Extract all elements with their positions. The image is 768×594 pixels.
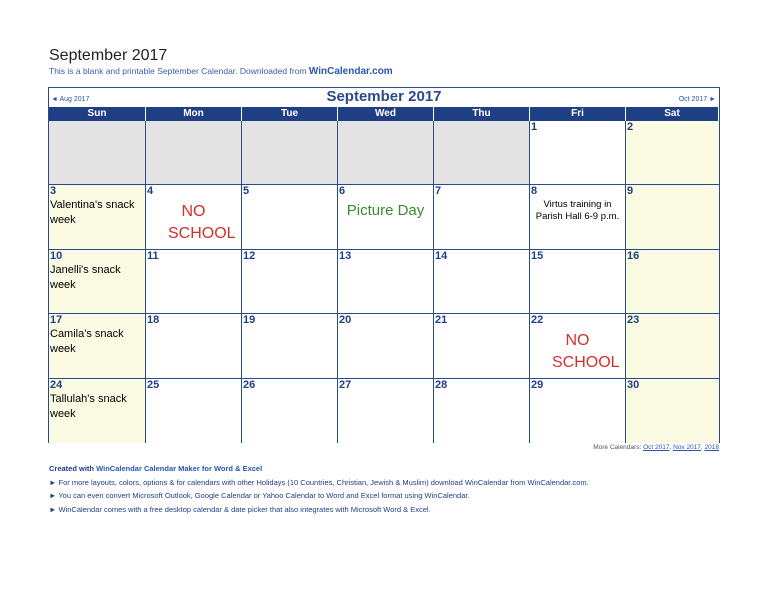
day-number: 6 [339,185,346,198]
weekday-wed: Wed [338,107,434,121]
empty-day-cell [49,121,146,185]
day-number: 11 [147,249,159,262]
day-cell-26[interactable] [242,379,338,443]
weekday-header-row [49,107,719,121]
weekday-mon: Mon [146,107,242,121]
footer-line-desktop: ► WinCalendar comes with a free desktop calendar & date picker that also integrates with Microsoft Word & Excel. [49,504,431,514]
day-cell-18[interactable] [146,314,242,378]
day-number: 13 [339,249,352,262]
weekday-thu: Thu [434,107,530,121]
day-number: 5 [243,185,250,198]
day-cell-15[interactable] [530,250,626,314]
empty-day-cell [146,121,242,185]
day-number: 16 [627,249,640,262]
day-number: 15 [531,249,544,262]
day-number: 18 [147,314,160,327]
day-number: 1 [531,121,538,133]
no-school-note: NO SCHOOL [552,332,620,372]
day-cell-20[interactable] [338,314,434,378]
snack-week-note: Tallulah's snack week [50,392,127,420]
footer-line-created [49,462,739,476]
day-number: 9 [627,185,634,198]
next-month-link[interactable]: Oct 2017 ► [678,96,716,103]
day-cell-25[interactable] [146,379,242,443]
day-cell-10[interactable] [49,250,146,314]
day-cell-4[interactable] [146,185,242,249]
footer-maker-link[interactable]: WinCalendar Calendar Maker for Word & Excel [96,464,263,473]
more-calendars-label: More Calendars: [593,444,644,451]
day-number: 21 [435,314,448,327]
day-cell-14[interactable] [434,250,530,314]
day-number: 28 [435,378,448,391]
day-number: 27 [339,378,352,391]
footer-line-convert: ► You can even convert Microsoft Outlook, Google Calendar or Yahoo Calendar to Word and Excel format using WinCalendar. [49,491,470,500]
snack-week-note: Camila's snack week [50,328,124,356]
day-number: 17 [50,314,63,327]
day-number: 24 [50,378,63,391]
day-number: 4 [147,185,154,198]
day-cell-13[interactable] [338,250,434,314]
empty-day-cell [434,121,530,185]
day-number: 25 [147,378,160,391]
day-cell-23[interactable] [626,314,719,378]
no-school-note: NO SCHOOL [168,203,236,243]
day-cell-29[interactable] [530,379,626,443]
page-title: September 2017 [49,47,168,64]
calendar-grid [48,87,720,443]
day-cell-17[interactable] [49,314,146,378]
prev-month-link[interactable]: ◄ Aug 2017 [51,96,90,103]
day-number: 10 [50,249,63,262]
day-cell-30[interactable] [626,379,719,443]
day-number: 7 [435,185,442,198]
day-cell-9[interactable] [626,185,719,249]
day-cell-19[interactable] [242,314,338,378]
day-cell-16[interactable] [626,250,719,314]
day-number: 19 [243,314,256,327]
day-number: 23 [627,314,640,327]
snack-week-note: Valentina's snack week [50,199,135,227]
empty-day-cell [338,121,434,185]
day-cell-1[interactable] [530,121,626,185]
weekday-fri: Fri [530,107,626,121]
more-calendars: More Calendars: Oct 2017, Nov 2017, 2018 [593,444,719,451]
event-note: Virtus training in Parish Hall 6-9 p.m. [535,199,620,223]
day-cell-2[interactable] [626,121,719,185]
day-number: 3 [50,185,57,198]
footer-created-prefix: Created with [49,464,97,473]
more-link-oct-2017[interactable]: Oct 2017 [643,444,670,451]
day-number: 8 [531,185,538,198]
day-cell-5[interactable] [242,185,338,249]
snack-week-note: Janelli's snack week [50,263,121,291]
subtitle-text: This is a blank and printable September Calendar. Downloaded from [49,66,309,76]
day-cell-6[interactable] [338,185,434,249]
picture-day-note: Picture Day [346,202,425,220]
footer-line-layouts: ► For more layouts, colors, options & for calendars with other Holidays (10 Countries, Christian, Jewish & Muslim) download WinCalendar from WinCalendar.com. [49,477,589,487]
day-cell-12[interactable] [242,250,338,314]
day-cell-24[interactable] [49,379,146,443]
day-cell-8[interactable] [530,185,626,249]
weekday-tue: Tue [242,107,338,121]
more-link-2018[interactable]: 2018 [704,444,719,451]
day-cell-28[interactable] [434,379,530,443]
day-number: 26 [243,378,256,391]
day-cell-21[interactable] [434,314,530,378]
weekday-sun: Sun [49,107,146,121]
day-number: 2 [627,121,634,133]
day-cell-22[interactable] [530,314,626,378]
footer [49,462,739,516]
day-number: 20 [339,314,352,327]
empty-day-cell [242,121,338,185]
day-number: 22 [531,314,544,327]
day-cell-3[interactable] [49,185,146,249]
calendar-header [49,88,719,107]
weekday-sat: Sat [626,107,719,121]
day-number: 12 [243,249,256,262]
day-cell-27[interactable] [338,379,434,443]
day-number: 14 [435,249,448,262]
more-link-nov-2017[interactable]: Nov 2017 [673,444,701,451]
month-title: September 2017 [326,88,442,105]
subtitle [49,66,393,77]
day-cell-11[interactable] [146,250,242,314]
day-number: 29 [531,378,544,391]
wincalendar-link[interactable]: WinCalendar.com [308,66,393,77]
day-cell-7[interactable] [434,185,530,249]
day-number: 30 [627,378,640,391]
